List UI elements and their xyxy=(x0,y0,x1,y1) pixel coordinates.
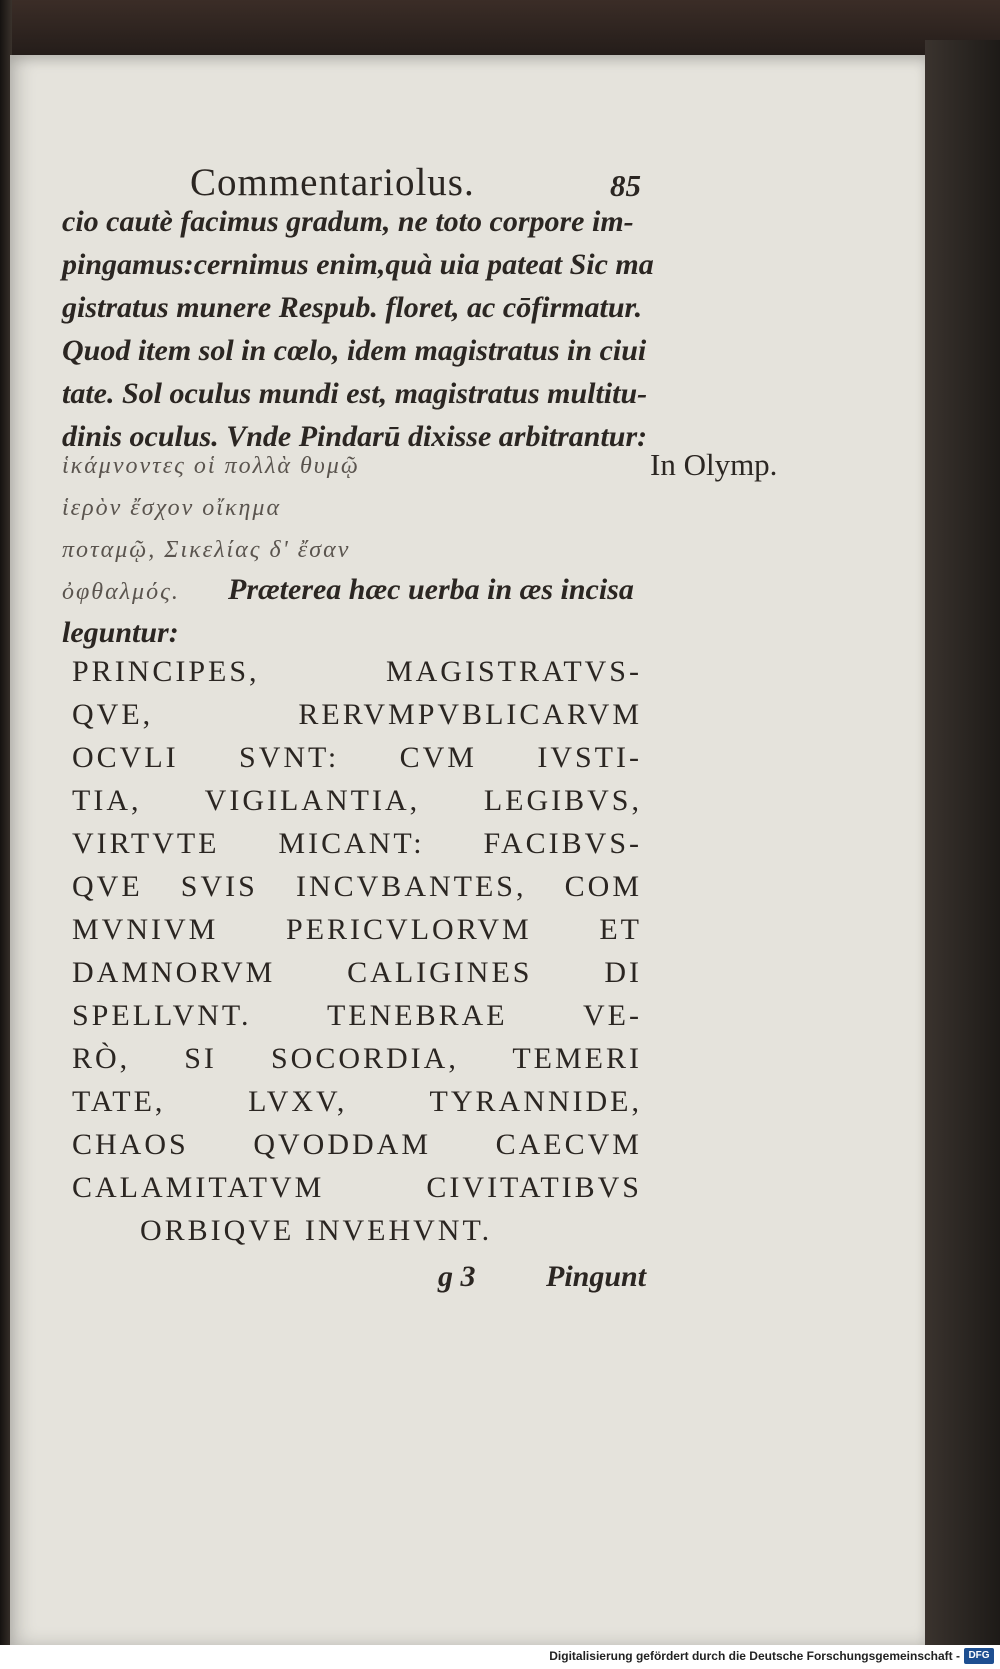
inscription-line-8: DAMNORVM CALIGINES DI xyxy=(72,956,642,989)
body-line-2: pingamus:cernimus enim,quà uia pateat Sic ma xyxy=(62,248,654,281)
body-line-8: leguntur: xyxy=(62,616,179,649)
catchword: Pingunt xyxy=(546,1260,647,1293)
inscription-line-5: VIRTVTE MICANT: FACIBVS- xyxy=(72,827,642,860)
greek-quote-line-1: ἱκάμνοντες οἱ πολλὰ θυμῷ xyxy=(62,453,360,479)
book-page xyxy=(10,55,925,1645)
greek-quote-line-4: ὀφθαλμός. xyxy=(62,579,180,605)
dfg-logo: DFG xyxy=(964,1648,994,1664)
greek-quote-line-2: ἱερὸν ἔσχον οἴκημα xyxy=(62,495,282,521)
inscription-line-3: OCVLI SVNT: CVM IVSTI- xyxy=(72,741,642,774)
inscription-line-7: MVNIVM PERICVLORVM ET xyxy=(72,913,642,946)
digitization-footer xyxy=(0,1645,1000,1669)
page-number: 85 xyxy=(610,168,641,203)
funding-note: Digitalisierung gefördert durch die Deutsche Forschungsgemeinschaft - xyxy=(549,1649,960,1663)
inscription-line-9: SPELLVNT. TENEBRAE VE- xyxy=(72,999,642,1032)
inscription-line-12: CHAOS QVODDAM CAECVM xyxy=(72,1128,642,1161)
inscription-line-11: TATE, LVXV, TYRANNIDE, xyxy=(72,1085,642,1118)
inscription-line-14: ORBIQVE INVEHVNT. xyxy=(140,1214,493,1247)
greek-quote-line-3: ποταμῷ, Σικελίας δ' ἔσαν xyxy=(62,537,351,563)
body-line-1: cio cautè facimus gradum, ne toto corpore im- xyxy=(62,205,634,238)
signature-mark: g 3 xyxy=(438,1260,476,1293)
body-line-7: Præterea hæc uerba in æs incisa xyxy=(228,573,634,606)
body-line-4: Quod item sol in cœlo, idem magistratus in ciui xyxy=(62,334,647,367)
inscription-line-6: QVE SVIS INCVBANTES, COM xyxy=(72,870,642,903)
body-line-3: gistratus munere Respub. floret, ac cōfirmatur. xyxy=(62,291,643,324)
running-head-title: Commentariolus. xyxy=(190,161,475,204)
inscription-line-10: RÒ, SI SOCORDIA, TEMERI xyxy=(72,1042,642,1075)
margin-note: In Olymp. xyxy=(650,447,778,482)
inscription-line-13: CALAMITATVM CIVITATIBVS xyxy=(72,1171,642,1204)
inscription-line-4: TIA, VIGILANTIA, LEGIBVS, xyxy=(72,784,642,817)
inscription-line-1: PRINCIPES, MAGISTRATVS- xyxy=(72,655,642,688)
body-line-6: dinis oculus. Vnde Pindarū dixisse arbitrantur: xyxy=(62,420,648,453)
inscription-line-2: QVE, RERVMPVBLICARVM xyxy=(72,698,642,731)
right-page-edge xyxy=(925,40,1000,1650)
top-binding-band xyxy=(0,0,1000,58)
body-line-5: tate. Sol oculus mundi est, magistratus multitu- xyxy=(62,377,648,410)
